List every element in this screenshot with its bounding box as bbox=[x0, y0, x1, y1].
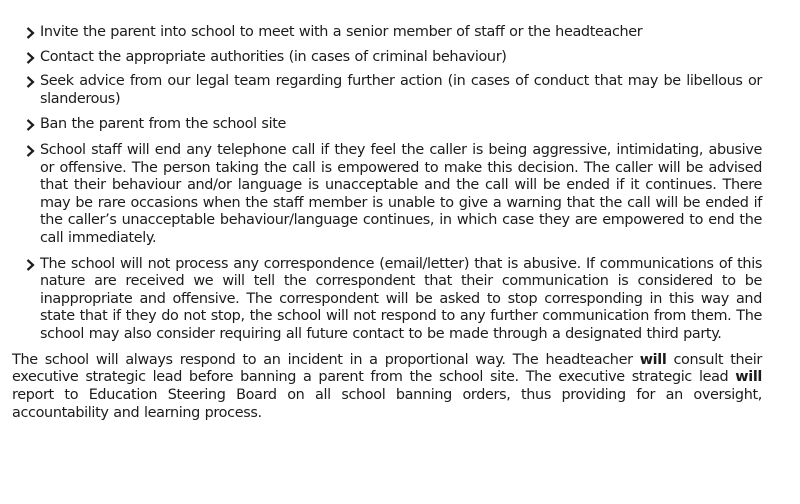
list-item bbox=[0, 24, 800, 42]
list-item bbox=[0, 49, 800, 67]
chevron-right-icon bbox=[24, 73, 36, 91]
chevron-right-icon bbox=[24, 49, 36, 67]
list-item-text: Contact the appropriate authorities (in cases of criminal behaviour) bbox=[40, 48, 507, 65]
summary-text-2: consult their executive strategic lead before banning a parent from the school site. The executive strategic lead bbox=[12, 351, 762, 386]
list-item bbox=[0, 73, 800, 108]
list-item bbox=[0, 142, 800, 248]
action-list bbox=[0, 24, 800, 344]
summary-bold-2: will bbox=[735, 369, 762, 386]
summary-paragraph bbox=[0, 352, 800, 423]
list-item-text: Seek advice from our legal team regarding further action (in cases of conduct that may be libellous or slanderous) bbox=[40, 73, 762, 107]
list-item bbox=[0, 256, 800, 344]
list-item bbox=[0, 116, 800, 134]
chevron-right-icon bbox=[24, 116, 36, 134]
chevron-right-icon bbox=[24, 256, 36, 274]
summary-text-3: report to Education Steering Board on all school banning orders, thus providing for an oversight, accountability and learning process. bbox=[12, 387, 762, 421]
list-item-text: School staff will end any telephone call if they feel the caller is being aggressive, intimidating, abusive or offensive. The person taking the call is empowered to make this decision. The caller will be advised that their behaviour and/or language is unacceptable and the call will be ended if it continues. There may be rare occasions when the staff member is unable to give a warning that the call will be ended if the caller’s unacceptable behaviour/language continues, in which case they are empowered to end the call immediately. bbox=[40, 141, 762, 246]
chevron-right-icon bbox=[24, 24, 36, 42]
list-item-text: The school will not process any correspondence (email/letter) that is abusive. If communications of this nature are received we will tell the correspondent that their communication is considered to be inappropriate and offensive. The correspondent will be asked to stop corresponding in this way and state that if they do not stop, the school will not respond to any further communication from them. The school may also consider requiring all future contact to be made through a designated third party. bbox=[40, 255, 762, 342]
list-item-text: Ban the parent from the school site bbox=[40, 116, 287, 133]
list-item-text: Invite the parent into school to meet with a senior member of staff or the headteacher bbox=[40, 24, 643, 40]
chevron-right-icon bbox=[24, 142, 36, 160]
summary-text-1: The school will always respond to an incident in a proportional way. The headteacher bbox=[12, 351, 640, 368]
summary-bold-1: will bbox=[639, 351, 667, 368]
